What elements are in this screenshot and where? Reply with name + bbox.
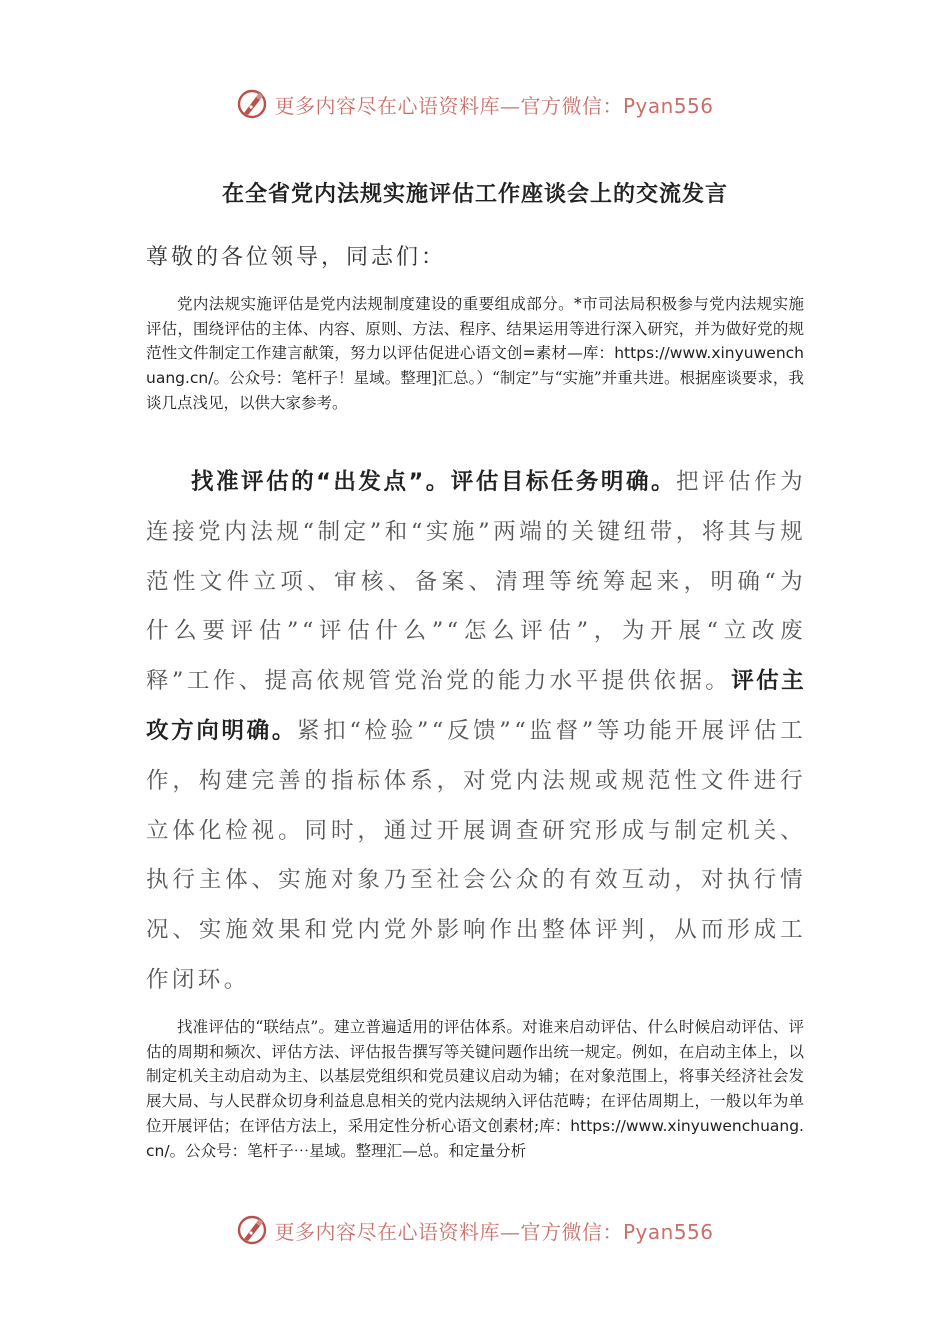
connection-point-paragraph: 找准评估的“联结点”。建立普遍适用的评估体系。对谁来启动评估、什么时候启动评估、评估的周期和频次、评估方法、评估报告撰写等关键问题作出统一规定。例如，在启动主体上，以制定机关主动启动为主、以基层党组织和党员建议启动为辅；在对象范围上，将事关经济社会发展大局、与人民群众切身利益息息相关的党内法规纳入评估范畴；在评估周期上，一般以年为单位开展评估；在评估方法上，采用定性分析心语文创素材;库：https://www.xinyuwenchuang.cn/。公众号：笔杆子⋯星域。整理汇—总。和定量分析 [146,1018,804,1160]
banner-handle: Pyan556 [622,93,714,118]
pen-nib-logo-icon [236,88,268,120]
paragraph-url: https://www.xinyuwenchuang.cn/ [146,1116,804,1160]
intro-paragraph: 党内法规实施评估是党内法规制度建设的重要组成部分。*市司法局积极参与党内法规实施评估，围绕评估的主体、内容、原则、方法、程序、结果运用等进行深入研究，并为做好党的规范性文件制定工作建言献策，努力以评估促进心语文创=素材—库：https://www.xinyuwenchuang.cn/。公众号：笔杆子！星域。整理]汇总。）“制定”与“实施”并重共进。根据座谈要求，我谈几点浅见，以供大家参考。 [146,295,804,412]
starting-point-paragraph: 找准评估的“出发点”。评估目标任务明确。把评估作为连接党内法规“制定”和“实施”两端的关键纽带，将其与规范性文件立项、审核、备案、清理等统筹起来，明确“为什么要评估”“评估什么”“怎么评估”，为开展“立改废释”工作、提高依规管党治党的能力水平提供依据。评估主攻方向明确。紧扣“检验”“反馈”“监督”等功能开展评估工作，构建完善的指标体系，对党内法规或规范性文件进行立体化检视。同时，通过开展调查研究形成与制定机关、执行主体、实施对象乃至社会公众的有效互动，对执行情况、实施效果和党内党外影响作出整体评判，从而形成工作闭环。 [146,469,806,993]
header-watermark-banner [0,84,950,124]
bold-heading-1: 找准评估的“出发点”。评估目标任务明确。 [191,469,676,495]
bold-heading-2: 评估主攻方向明确。 [146,668,806,744]
paragraph-url: https://www.xinyuwenchuang.cn/ [146,344,804,388]
footer-watermark-banner [0,1210,950,1250]
salutation: 尊敬的各位领导，同志们： [146,245,447,270]
banner-handle: Pyan556 [622,1219,714,1244]
banner-text: 更多内容尽在心语资料库—官方微信：Pyan556 [274,1219,714,1244]
banner-text: 更多内容尽在心语资料库—官方微信：Pyan556 [274,93,714,118]
document-title: 在全省党内法规实施评估工作座谈会上的交流发言 [221,182,728,207]
pen-nib-logo-icon [236,1214,268,1246]
